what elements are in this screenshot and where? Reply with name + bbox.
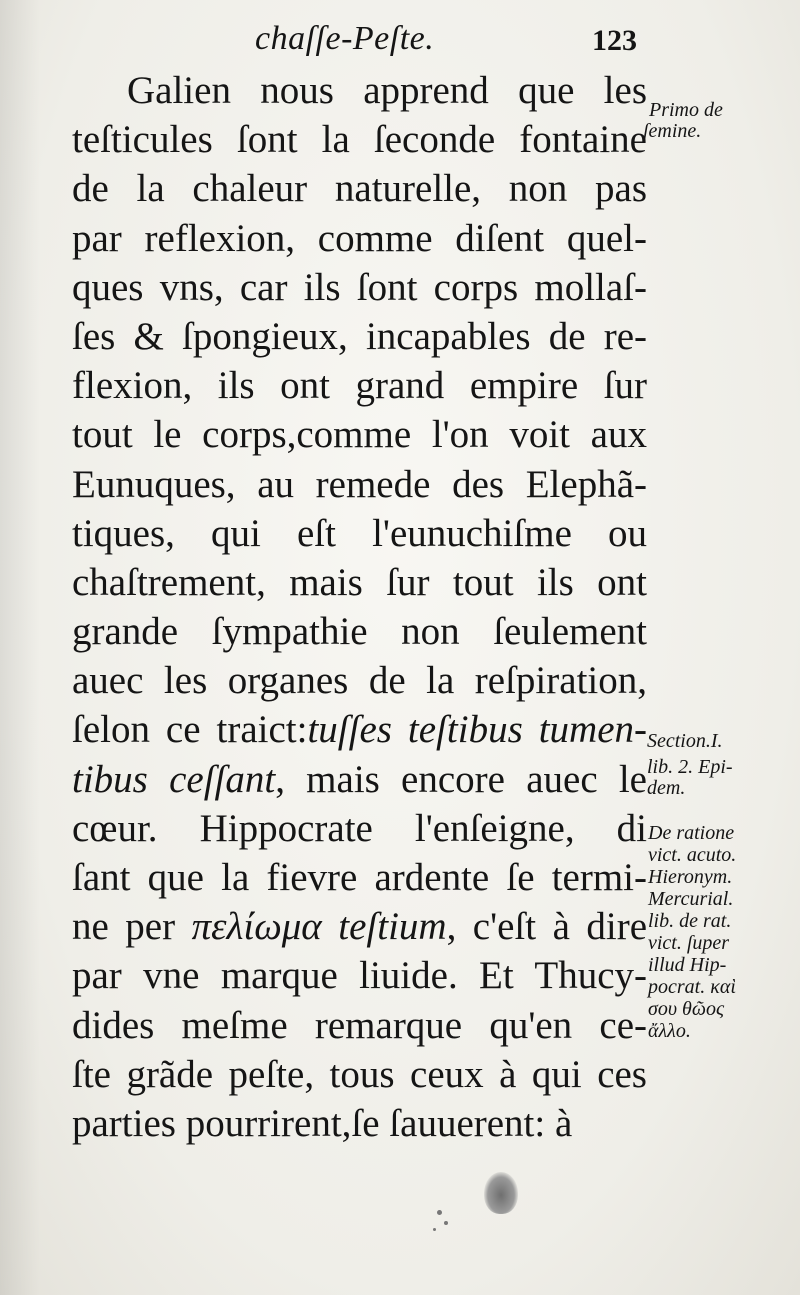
margin-note-line: Primo de [649, 99, 723, 121]
text-line: auec les organes de la reſpiration, [72, 659, 647, 703]
text-line: ſant que la fievre ardente ſe termi- [72, 856, 647, 899]
margin-note-line: σου θῶος [648, 998, 725, 1020]
text-line-quotation [72, 705, 647, 754]
margin-note-line: dem. [647, 777, 686, 799]
main-text-block [72, 66, 647, 1148]
text-line: tiques, qui eſt l'eunuchiſme ou [72, 511, 647, 555]
page-number: 123 [592, 24, 637, 57]
margin-note-primo [643, 100, 723, 142]
line-roman-part: ſelon ce traict: [72, 708, 308, 752]
text-line: teſticules ſont la ſeconde fontaine [72, 118, 647, 162]
margin-note-line: De ratione [648, 822, 735, 844]
text-line-greek [72, 902, 647, 951]
margin-note-ratione [643, 822, 736, 1042]
margin-note-line: ſemine. [643, 120, 702, 142]
text-line: flexion, ils ont grand empire ſur [72, 364, 647, 408]
line-roman-part: , mais encore auec le [275, 757, 647, 801]
margin-note-line: vict. ſuper [648, 932, 730, 954]
margin-note-line: illud Hip- [648, 954, 727, 976]
greek-word: πελίωμα [191, 905, 322, 949]
text-line: de la chaleur naturelle, non pas [72, 167, 647, 211]
text-line: ques vns, car ils ſont corps mollaſ- [72, 265, 647, 309]
text-line-quotation-end [72, 755, 647, 804]
margin-note-section [643, 731, 723, 752]
margin-note-line: lib. 2. Epi- [647, 756, 733, 778]
latin-quotation: tuſſes teſtibus tumen- [307, 708, 647, 752]
ink-speck [437, 1210, 442, 1215]
text-line: ſte grãde peſte, tous ceux à qui ces [72, 1052, 647, 1096]
line-roman-part: , c'eſt à dire [446, 905, 648, 949]
line-roman-part: ne per [72, 905, 192, 949]
margin-note-line: Hieronym. [648, 866, 733, 888]
margin-notes [643, 0, 800, 1295]
page-edge-shadow [0, 0, 40, 1295]
margin-note-line: Mercurial. [648, 888, 734, 910]
running-head: chaſſe-Peſte. [255, 20, 435, 57]
text-line: grande ſympathie non ſeulement [72, 610, 647, 654]
ink-speck [444, 1221, 448, 1225]
text-line: par reflexion, comme diſent quel- [72, 216, 647, 260]
margin-note-line: vict. acuto. [648, 844, 737, 866]
margin-note-line: ἄλλο. [648, 1020, 691, 1042]
ink-smudge [484, 1172, 518, 1214]
text-line: Galien nous apprend que les [127, 69, 647, 112]
text-line: tout le corps,comme l'on voit aux [72, 413, 647, 457]
ink-speck [433, 1228, 436, 1231]
latin-word: teſtium [321, 905, 447, 949]
margin-note-epidem [643, 757, 733, 799]
margin-note-line: pocrat. καὶ [648, 976, 736, 998]
text-line: dides meſme remarque qu'en ce- [72, 1003, 647, 1047]
margin-note-line: Section.I. [647, 730, 723, 752]
text-line: par vne marque liuide. Et Thucy- [72, 954, 647, 998]
text-line: Eunuques, au remede des Elephã- [72, 462, 647, 506]
text-line: parties pourrirent,ſe ſauuerent: à [72, 1101, 573, 1145]
text-line: ſes & ſpongieux, incapables de re- [72, 314, 647, 358]
margin-note-line: lib. de rat. [648, 910, 732, 932]
text-line: chaſtrement, mais ſur tout ils ont [72, 560, 647, 604]
latin-quotation-end: tibus ceſſant [72, 757, 276, 801]
text-line: cœur. Hippocrate l'enſeigne, di [72, 806, 647, 850]
